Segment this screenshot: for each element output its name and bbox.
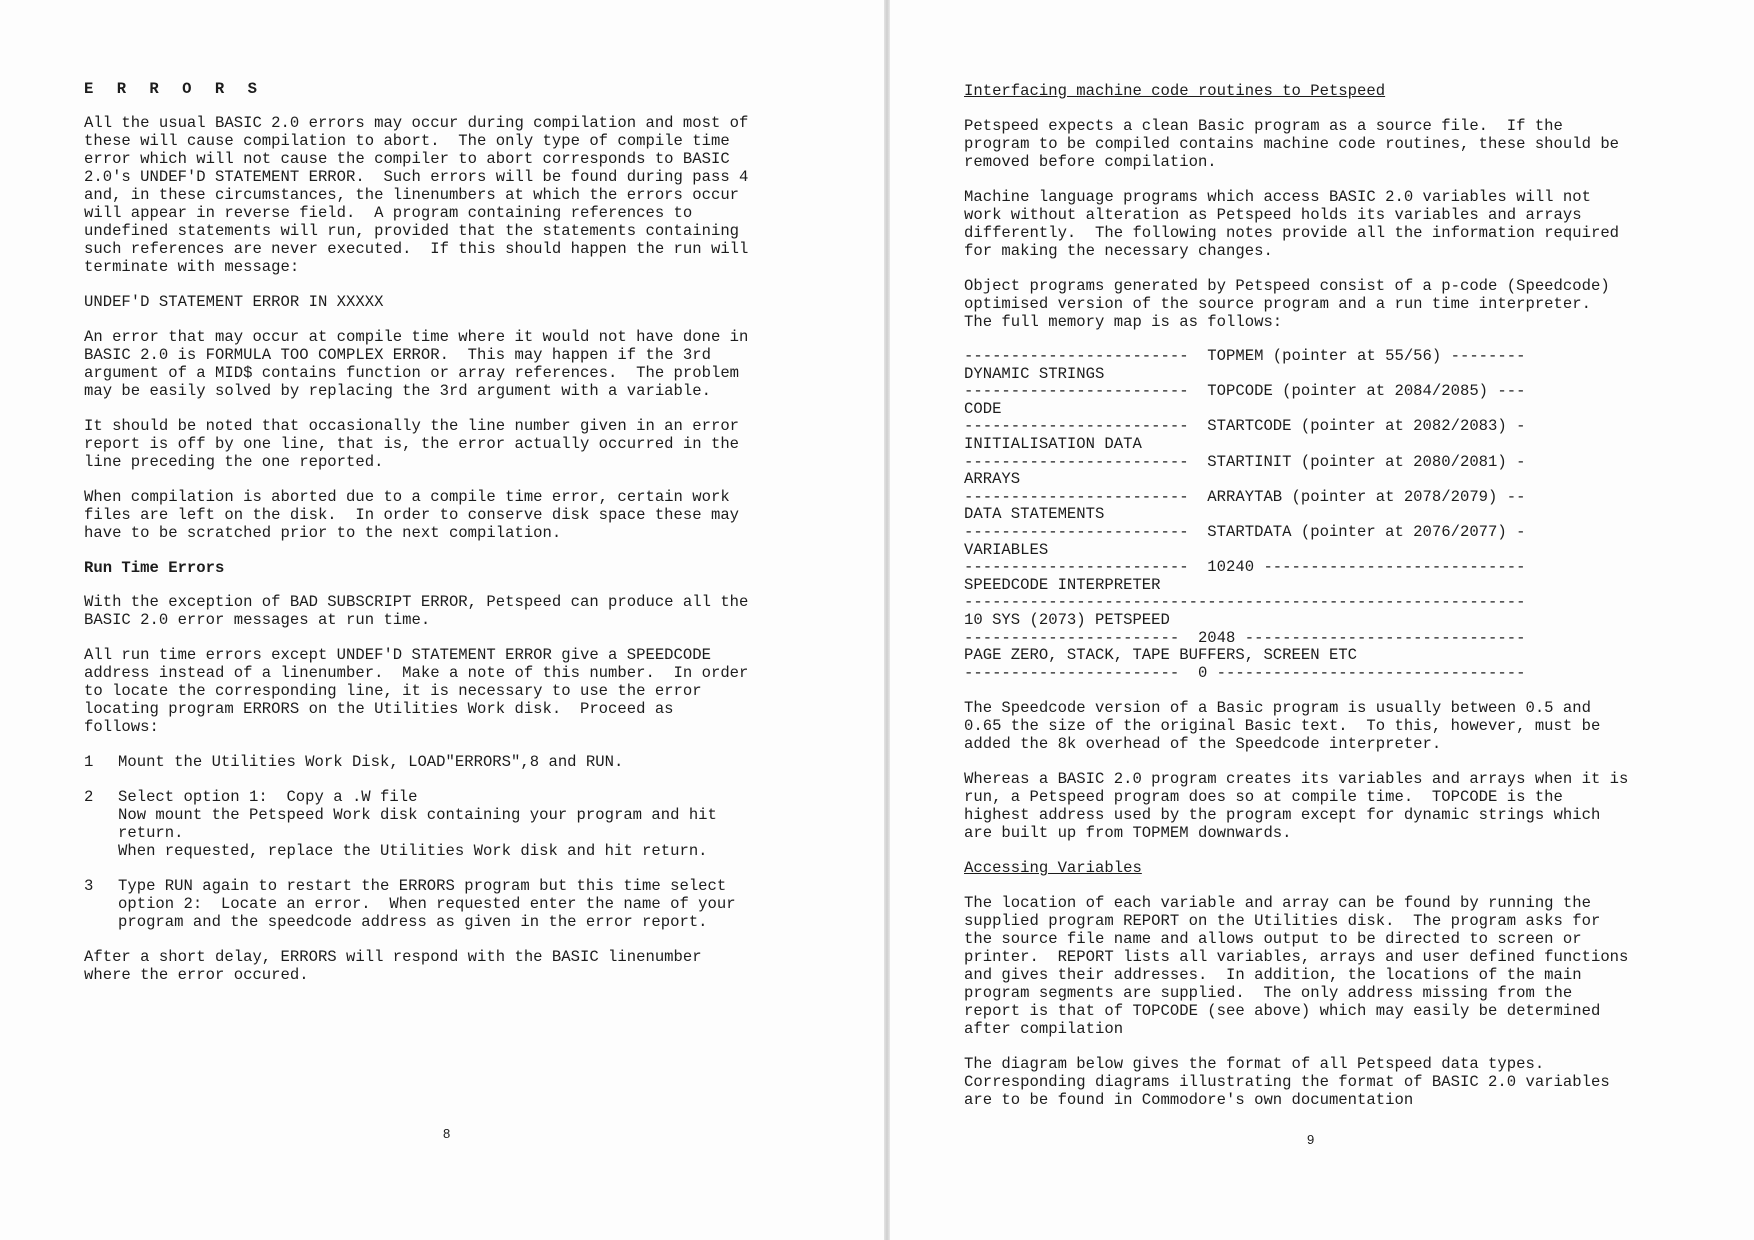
clean-source-paragraph: Petspeed expects a clean Basic program as a source file. If the program to be compiled contains machine code routines, these should be removed before compilation. [964, 117, 1620, 171]
memory-map-region: INITIALISATION DATA [964, 434, 1142, 453]
memory-map-region: DATA STATEMENTS [964, 505, 1105, 524]
step-text: Select option 1: Copy a .W file Now mount the Petspeed Work disk containing your program and hit return. When requested, replace the Utilities Work disk and hit return. [118, 788, 717, 860]
memory-map-boundary: ------------------------ 10240 ---------------------------- [964, 558, 1526, 577]
step-item [84, 753, 854, 771]
memory-map-boundary: ------------------------ STARTDATA (pointer at 2076/2077) - [964, 522, 1526, 541]
formula-too-complex-paragraph: An error that may occur at compile time where it would not have done in BASIC 2.0 is FORMULA TOO COMPLEX ERROR. This may happen if the 3rd argument of a MID$ contains function or array references. The problem may be easily solved by replacing the 3rd argument with a variable. [84, 328, 749, 400]
step-item [84, 788, 854, 860]
object-programs-paragraph: Object programs generated by Petspeed consist of a p-code (Speedcode) optimised version of the source program and a run time interpreter. The full memory map is as follows: [964, 277, 1610, 331]
step-text: Mount the Utilities Work Disk, LOAD"ERRORS",8 and RUN. [118, 753, 624, 771]
step-text: Type RUN again to restart the ERRORS program but this time select option 2: Locate an error. When requested enter the name of your program and the speedcode address as given in the error report. [118, 877, 736, 931]
memory-map-boundary: ------------------------ STARTINIT (pointer at 2080/2081) - [964, 452, 1526, 471]
interfacing-heading: Interfacing machine code routines to Petspeed [964, 82, 1386, 100]
errors-result-paragraph: After a short delay, ERRORS will respond with the BASIC linenumber where the error occured. [84, 948, 702, 984]
step-number: 3 [84, 877, 94, 895]
report-program-paragraph: The location of each variable and array can be found by running the supplied program REPORT on the Utilities disk. The program asks for the source file name and allows output to be directed to screen or printer. REPORT lists all variables, arrays and user defined functions and gives their addresses. In addition, the locations of the main program segments are supplied. The only address missing from the report is that of TOPCODE (see above) which may easily be determined after compilation [964, 894, 1629, 1039]
step-number: 1 [84, 753, 94, 771]
errors-intro-paragraph: All the usual BASIC 2.0 errors may occur during compilation and most of these will cause compilation to abort. The only type of compile time error which will not cause the compiler to abort corresponds to BASIC 2.0's UNDEF'D STATEMENT ERROR. Such errors will be found during pass 4 and, in these circumstances, the linenumbers at which the errors occur will appear in reverse field. A program containing references to undefined statements will run, provided that the statements containing such references are never executed. If this should happen the run will terminate with message: [84, 114, 749, 276]
memory-map-region: SPEEDCODE INTERPRETER [964, 575, 1161, 594]
page-number: 8 [443, 1126, 451, 1141]
step-item [84, 877, 854, 931]
memory-map-region: VARIABLES [964, 540, 1049, 559]
run-time-errors-heading: Run Time Errors [84, 559, 225, 577]
speedcode-address-paragraph: All run time errors except UNDEF'D STATEMENT ERROR give a SPEEDCODE address instead of a linenumber. Make a note of this number. In order to locate the corresponding line, it is necessary to use the error locating program ERRORS on the Utilities Work disk. Proceed as follows: [84, 646, 749, 736]
run-time-exception-paragraph: With the exception of BAD SUBSCRIPT ERROR, Petspeed can produce all the BASIC 2.0 error messages at run time. [84, 593, 749, 629]
memory-map-boundary: ------------------------ TOPMEM (pointer at 55/56) -------- [964, 347, 1526, 365]
left-column [84, 80, 854, 1001]
memory-map [964, 348, 1724, 682]
right-column [964, 82, 1724, 1126]
step-number: 2 [84, 788, 94, 806]
memory-map-boundary: ------------------------ STARTCODE (pointer at 2082/2083) - [964, 417, 1526, 436]
accessing-variables-heading: Accessing Variables [964, 859, 1142, 878]
data-types-paragraph: The diagram below gives the format of all Petspeed data types. Corresponding diagrams illustrating the format of BASIC 2.0 variables are to be found in Commodore's own documentation [964, 1055, 1610, 1110]
memory-map-boundary: ------------------------ TOPCODE (pointer at 2084/2085) --- [964, 382, 1526, 401]
errors-heading: E R R O R S [84, 80, 264, 98]
undefd-message: UNDEF'D STATEMENT ERROR IN XXXXX [84, 293, 384, 311]
line-number-note-paragraph: It should be noted that occasionally the line number given in an error report is off by one line, that is, the error actually occurred in the line preceding the one reported. [84, 417, 740, 471]
compile-time-variables-paragraph: Whereas a BASIC 2.0 program creates its variables and arrays when it is run, a Petspeed program does so at compile time. TOPCODE is the highest address used by the program except for dynamic strings which are built up from TOPMEM downwards. [964, 770, 1629, 843]
memory-map-boundary: ----------------------- 2048 ------------------------------ [964, 628, 1526, 647]
memory-map-region: DYNAMIC STRINGS [964, 364, 1105, 383]
speedcode-size-paragraph: The Speedcode version of a Basic program is usually between 0.5 and 0.65 the size of the original Basic text. To this, however, must be added the 8k overhead of the Speedcode interpreter. [964, 699, 1601, 754]
machine-language-paragraph: Machine language programs which access BASIC 2.0 variables will not work without alteration as Petspeed holds its variables and arrays differently. The following notes provide all the information required for making the necessary changes. [964, 188, 1620, 260]
right-page [890, 0, 1754, 1240]
memory-map-region: CODE [964, 399, 1002, 418]
memory-map-boundary: ------------------------ ARRAYTAB (pointer at 2078/2079) -- [964, 487, 1526, 506]
page-number: 9 [1307, 1132, 1315, 1147]
memory-map-region: PAGE ZERO, STACK, TAPE BUFFERS, SCREEN ETC [964, 646, 1358, 665]
memory-map-boundary: ----------------------- 0 --------------------------------- [964, 663, 1526, 682]
work-files-paragraph: When compilation is aborted due to a compile time error, certain work files are left on the disk. In order to conserve disk space these may have to be scratched prior to the next compilation. [84, 488, 740, 542]
memory-map-region: 10 SYS (2073) PETSPEED [964, 610, 1170, 629]
memory-map-boundary: ------------------------------------------------------------ [964, 593, 1526, 612]
memory-map-region: ARRAYS [964, 470, 1021, 489]
